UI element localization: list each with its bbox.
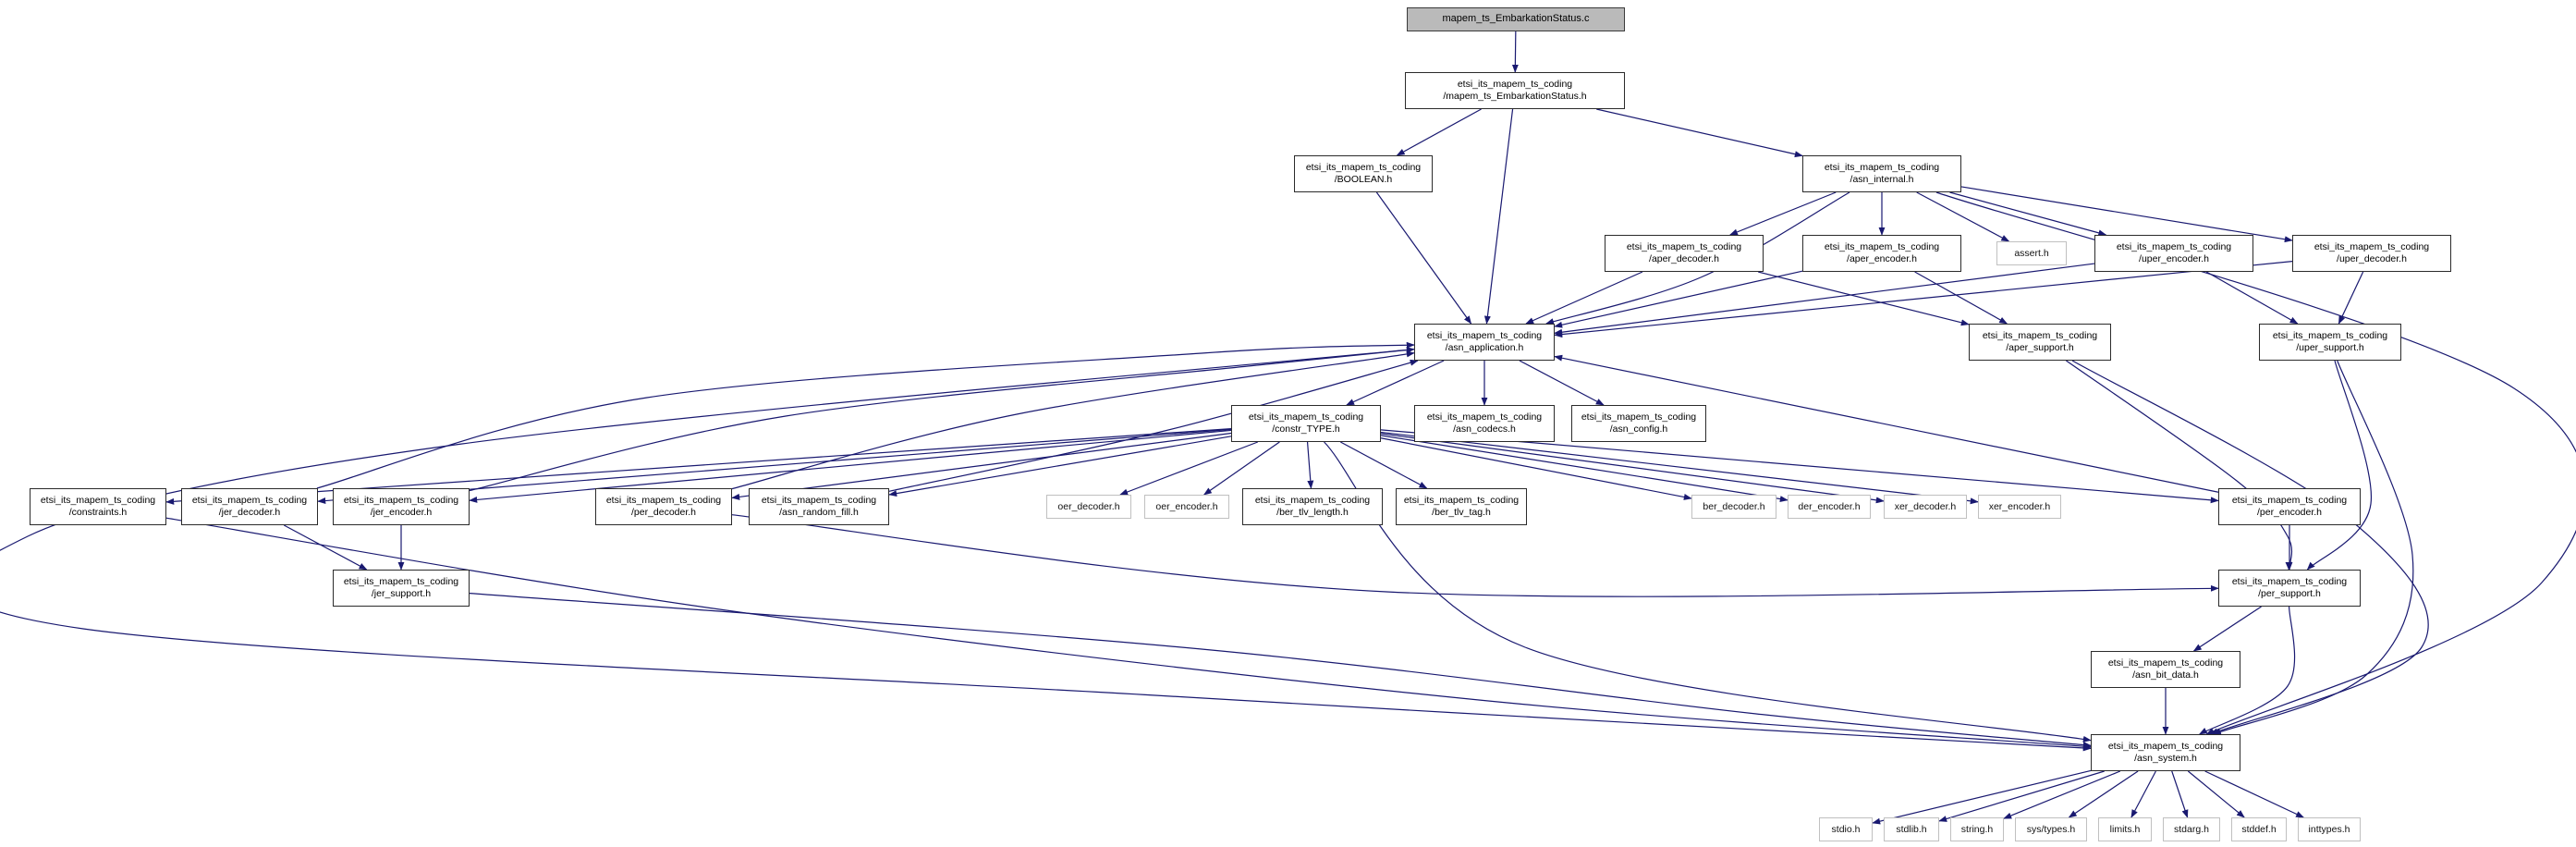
graph-node-jer_encoder-label-1: etsi_its_mapem_ts_coding (343, 495, 459, 507)
include-edge-uper_support-to-asn_system (2214, 361, 2413, 734)
graph-node-asn_internal-label-2: /asn_internal.h (1850, 174, 1914, 185)
include-edge-constr_type-to-ber_tlv_tag (1340, 442, 1426, 488)
graph-node-stdlib-label: stdlib.h (1896, 823, 1927, 835)
graph-node-c_file (1407, 7, 1625, 31)
graph-node-constraints-label-2: /constraints.h (68, 507, 128, 518)
graph-node-per_decoder-label-1: etsi_its_mapem_ts_coding (605, 495, 722, 507)
include-edge-asn_internal-to-uper_decoder (1961, 187, 2292, 240)
graph-node-uper_support[interactable] (2259, 324, 2401, 361)
include-edge-uper_decoder-to-uper_support (2338, 272, 2362, 324)
include-edge-jer_decoder-to-jer_support (284, 525, 366, 570)
graph-node-ber_tlv_length-label-2: /ber_tlv_length.h (1276, 507, 1349, 518)
graph-node-asn_config-label-2: /asn_config.h (1609, 424, 1668, 435)
graph-node-aper_decoder[interactable] (1605, 235, 1764, 272)
graph-node-aper_encoder-label-1: etsi_its_mapem_ts_coding (1824, 241, 1940, 253)
graph-node-h_file-label-2: /mapem_ts_EmbarkationStatus.h (1443, 91, 1587, 102)
graph-node-aper_decoder-label-2: /aper_decoder.h (1649, 253, 1719, 264)
graph-node-uper_support-label-2: /uper_support.h (2296, 342, 2364, 353)
graph-node-uper_decoder-label-2: /uper_decoder.h (2337, 253, 2407, 264)
include-edge-constr_type-to-asn_random_fill (889, 436, 1231, 495)
graph-node-h_file-label-1: etsi_its_mapem_ts_coding (1457, 79, 1573, 91)
include-edge-h_file-to-boolean (1397, 109, 1481, 155)
graph-node-asn_application-label-1: etsi_its_mapem_ts_coding (1426, 330, 1543, 342)
graph-node-boolean-label-1: etsi_its_mapem_ts_coding (1305, 162, 1422, 174)
graph-node-asn_random_fill[interactable] (749, 488, 889, 525)
graph-node-uper_encoder-label-2: /uper_encoder.h (2139, 253, 2209, 264)
graph-node-asn_bit_data-label-1: etsi_its_mapem_ts_coding (2107, 657, 2224, 669)
graph-node-uper_decoder[interactable] (2292, 235, 2451, 272)
include-edge-asn_system-to-stdlib (1939, 771, 2105, 821)
graph-node-constraints[interactable] (30, 488, 166, 525)
graph-node-asn_internal[interactable] (1802, 155, 1961, 192)
graph-node-h_file[interactable] (1405, 72, 1625, 109)
graph-node-asn_config-label-1: etsi_its_mapem_ts_coding (1581, 411, 1697, 424)
graph-node-constr_type-label-1: etsi_its_mapem_ts_coding (1248, 411, 1364, 424)
graph-node-stdio-label: stdio.h (1831, 823, 1861, 835)
graph-node-assert_h (1996, 241, 2067, 265)
graph-node-systypes-label: sys/types.h (2026, 823, 2076, 835)
include-edge-constraints-to-asn_system (166, 518, 2091, 747)
graph-node-ber_tlv_tag[interactable] (1396, 488, 1527, 525)
graph-node-ber_decoder-label: ber_decoder.h (1703, 500, 1765, 512)
graph-node-uper_encoder-label-1: etsi_its_mapem_ts_coding (2116, 241, 2232, 253)
include-edge-uper_decoder-to-asn_application (1555, 262, 2292, 336)
graph-node-inttypes (2298, 817, 2361, 841)
include-edge-h_file-to-asn_internal (1596, 109, 1802, 156)
graph-node-per_support[interactable] (2218, 570, 2361, 607)
graph-node-aper_encoder-label-2: /aper_encoder.h (1847, 253, 1917, 264)
graph-node-uper_decoder-label-1: etsi_its_mapem_ts_coding (2314, 241, 2430, 253)
graph-node-jer_decoder[interactable] (181, 488, 318, 525)
include-edge-asn_application-to-asn_config (1520, 361, 1604, 405)
graph-node-asn_system[interactable] (2091, 734, 2240, 771)
graph-node-oer_decoder (1046, 495, 1131, 519)
graph-node-per_support-label-2: /per_support.h (2258, 588, 2321, 599)
graph-node-jer_decoder-label-1: etsi_its_mapem_ts_coding (191, 495, 308, 507)
graph-node-asn_random_fill-label-1: etsi_its_mapem_ts_coding (761, 495, 877, 507)
graph-node-oer_encoder-label: oer_encoder.h (1155, 500, 1218, 512)
graph-node-asn_codecs-label-1: etsi_its_mapem_ts_coding (1426, 411, 1543, 424)
graph-node-stddef (2231, 817, 2287, 841)
include-edge-uper_encoder-to-asn_application (1555, 264, 2094, 333)
graph-node-boolean[interactable] (1294, 155, 1433, 192)
include-edge-asn_internal-to-uper_encoder (1949, 192, 2106, 235)
graph-node-jer_encoder[interactable] (333, 488, 470, 525)
graph-node-per_support-label-1: etsi_its_mapem_ts_coding (2231, 576, 2348, 588)
include-edge-c_file-to-h_file (1515, 31, 1516, 72)
graph-node-aper_decoder-label-1: etsi_its_mapem_ts_coding (1626, 241, 1742, 253)
graph-node-stdlib (1884, 817, 1939, 841)
include-edge-aper_encoder-to-asn_application (1555, 271, 1802, 326)
graph-node-asn_codecs[interactable] (1414, 405, 1555, 442)
include-edge-asn_internal-to-asn_system (1936, 192, 2576, 734)
graph-node-ber_tlv_tag-label-1: etsi_its_mapem_ts_coding (1403, 495, 1520, 507)
graph-node-jer_support[interactable] (333, 570, 470, 607)
graph-node-aper_support-label-2: /aper_support.h (2006, 342, 2074, 353)
graph-node-oer_encoder (1144, 495, 1229, 519)
graph-node-per_encoder-label-1: etsi_its_mapem_ts_coding (2231, 495, 2348, 507)
include-edge-aper_support-to-per_support (2066, 361, 2291, 570)
graph-node-asn_application-label-2: /asn_application.h (1445, 342, 1524, 353)
graph-node-asn_codecs-label-2: /asn_codecs.h (1453, 424, 1516, 435)
graph-node-aper_support[interactable] (1969, 324, 2111, 361)
graph-node-uper_encoder[interactable] (2094, 235, 2253, 272)
graph-node-boolean-label-2: /BOOLEAN.h (1334, 174, 1393, 185)
include-edge-jer_support-to-asn_system (470, 594, 2091, 746)
graph-node-constr_type[interactable] (1231, 405, 1381, 442)
graph-node-asn_system-label-2: /asn_system.h (2134, 753, 2197, 764)
include-edge-boolean-to-asn_application (1376, 192, 1471, 324)
graph-node-ber_tlv_length[interactable] (1242, 488, 1383, 525)
graph-node-asn_config[interactable] (1571, 405, 1706, 442)
graph-node-asn_bit_data[interactable] (2091, 651, 2240, 688)
graph-node-xer_encoder-label: xer_encoder.h (1988, 500, 2051, 512)
graph-node-jer_support-label-1: etsi_its_mapem_ts_coding (343, 576, 459, 588)
graph-node-xer_encoder (1978, 495, 2061, 519)
include-edge-aper_decoder-to-aper_support (1758, 272, 1969, 325)
include-edge-asn_system-to-inttypes (2205, 771, 2304, 817)
graph-node-ber_tlv_tag-label-2: /ber_tlv_tag.h (1432, 507, 1491, 518)
graph-node-der_encoder-label: der_encoder.h (1798, 500, 1861, 512)
graph-node-xer_decoder (1884, 495, 1967, 519)
graph-node-aper_support-label-1: etsi_its_mapem_ts_coding (1982, 330, 2098, 342)
graph-node-stddef-label: stddef.h (2241, 823, 2277, 835)
graph-node-constr_type-label-2: /constr_TYPE.h (1272, 424, 1340, 435)
graph-node-per_decoder-label-2: /per_decoder.h (630, 507, 697, 518)
graph-node-asn_system-label-1: etsi_its_mapem_ts_coding (2107, 741, 2224, 753)
include-edge-asn_system-to-stddef (2188, 771, 2244, 817)
graph-node-stdio (1819, 817, 1873, 841)
graph-node-stdarg (2163, 817, 2220, 841)
include-edge-aper_decoder-to-asn_application (1526, 272, 1642, 324)
graph-node-string-label: string.h (1960, 823, 1994, 835)
include-edge-asn_system-to-limits (2131, 771, 2156, 817)
graph-node-assert_h-label: assert.h (2014, 247, 2049, 259)
include-edge-asn_internal-to-aper_decoder (1730, 192, 1836, 235)
graph-node-der_encoder (1788, 495, 1871, 519)
graph-node-asn_bit_data-label-2: /asn_bit_data.h (2132, 669, 2199, 681)
include-edge-constr_type-to-ber_tlv_length (1308, 442, 1312, 488)
graph-node-per_decoder[interactable] (595, 488, 732, 525)
graph-node-jer_decoder-label-2: /jer_decoder.h (218, 507, 281, 518)
graph-node-per_encoder-label-2: /per_encoder.h (2256, 507, 2323, 518)
graph-node-ber_tlv_length-label-1: etsi_its_mapem_ts_coding (1254, 495, 1371, 507)
graph-node-asn_internal-label-1: etsi_its_mapem_ts_coding (1824, 162, 1940, 174)
graph-node-aper_encoder[interactable] (1802, 235, 1961, 272)
include-edge-h_file-to-asn_application (1486, 109, 1512, 324)
graph-node-xer_decoder-label: xer_decoder.h (1894, 500, 1957, 512)
graph-node-uper_support-label-1: etsi_its_mapem_ts_coding (2272, 330, 2388, 342)
graph-node-c_file-label: mapem_ts_EmbarkationStatus.c (1442, 13, 1590, 25)
graph-node-oer_decoder-label: oer_decoder.h (1057, 500, 1120, 512)
graph-node-jer_support-label-2: /jer_support.h (371, 588, 432, 599)
graph-node-jer_encoder-label-2: /jer_encoder.h (370, 507, 433, 518)
graph-node-limits (2098, 817, 2152, 841)
graph-node-stdarg-label: stdarg.h (2174, 823, 2209, 835)
graph-node-ber_decoder (1691, 495, 1776, 519)
include-edge-per_decoder-to-per_support (732, 515, 2218, 596)
include-edge-per_support-to-asn_bit_data (2193, 607, 2261, 651)
include-edge-constr_type-to-oer_decoder (1120, 442, 1258, 495)
graph-node-systypes (2015, 817, 2087, 841)
graph-node-constraints-label-1: etsi_its_mapem_ts_coding (40, 495, 156, 507)
graph-node-per_encoder[interactable] (2218, 488, 2361, 525)
graph-node-asn_random_fill-label-2: /asn_random_fill.h (779, 507, 859, 518)
include-edge-asn_system-to-stdarg (2172, 771, 2188, 817)
include-edge-constr_type-to-oer_encoder (1204, 442, 1280, 495)
include-edge-uper_support-to-per_support (2307, 361, 2371, 570)
graph-node-inttypes-label: inttypes.h (2308, 823, 2350, 835)
graph-node-limits-label: limits.h (2109, 823, 2141, 835)
graph-node-string (1950, 817, 2004, 841)
graph-node-asn_application[interactable] (1414, 324, 1555, 361)
